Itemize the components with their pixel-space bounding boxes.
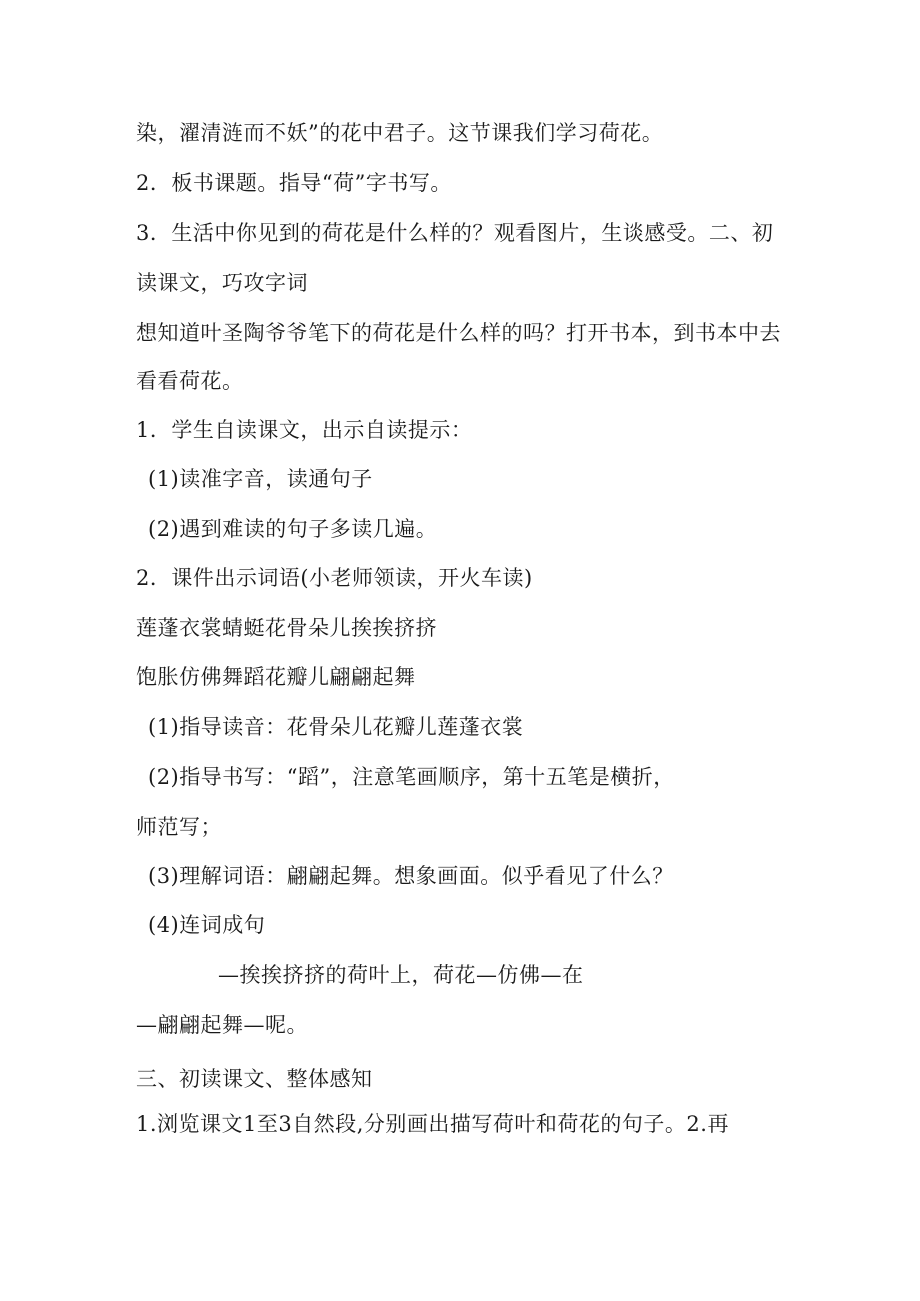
text-line: 染，濯清涟而不妖”的花中君子。这节课我们学习荷花。	[136, 121, 664, 145]
text-line: 2．板书课题。指导“荷”字书写。	[136, 171, 452, 195]
text-line: 3．生活中你见到的荷花是什么样的？观看图片，生谈感受。二、初	[136, 221, 774, 245]
text-line: (2)指导书写：“蹈”，注意笔画顺序，第十五笔是横折，	[148, 765, 675, 789]
text-line: 读课文，巧攻字词	[136, 271, 308, 295]
text-line: 想知道叶圣陶爷爷笔下的荷花是什么样的吗？打开书本，到书本中去	[136, 321, 781, 345]
text-line: 饱胀仿佛舞蹈花瓣儿翩翩起舞	[136, 665, 416, 689]
section-heading: 三、初读课文、整体感知	[136, 1067, 373, 1091]
text-line: (1)指导读音：花骨朵儿花瓣儿莲蓬衣裳	[148, 715, 524, 739]
text-line: 看看荷花。	[136, 369, 244, 393]
text-line: (4)连词成句	[148, 913, 266, 937]
text-line: 师范写；	[136, 815, 222, 839]
text-line: 1．学生自读课文，出示自读提示：	[136, 418, 473, 442]
text-line: —翩翩起舞—呢。	[136, 1013, 308, 1037]
text-line: 莲蓬衣裳蜻蜓花骨朵儿挨挨挤挤	[136, 616, 437, 640]
text-line: (2)遇到难读的句子多读几遍。	[148, 517, 438, 541]
text-line: (1)读准字音，读通句子	[148, 467, 373, 491]
text-line: 2．课件出示词语(小老师领读，开火车读)	[136, 566, 533, 590]
text-line: (3)理解词语：翩翩起舞。想象画面。似乎看见了什么？	[148, 864, 674, 888]
text-line: 1.浏览课文1至3自然段,分别画出描写荷叶和荷花的句子。2.再	[136, 1112, 729, 1136]
text-line: —挨挨挤挤的荷叶上，荷花—仿佛—在	[218, 963, 584, 987]
